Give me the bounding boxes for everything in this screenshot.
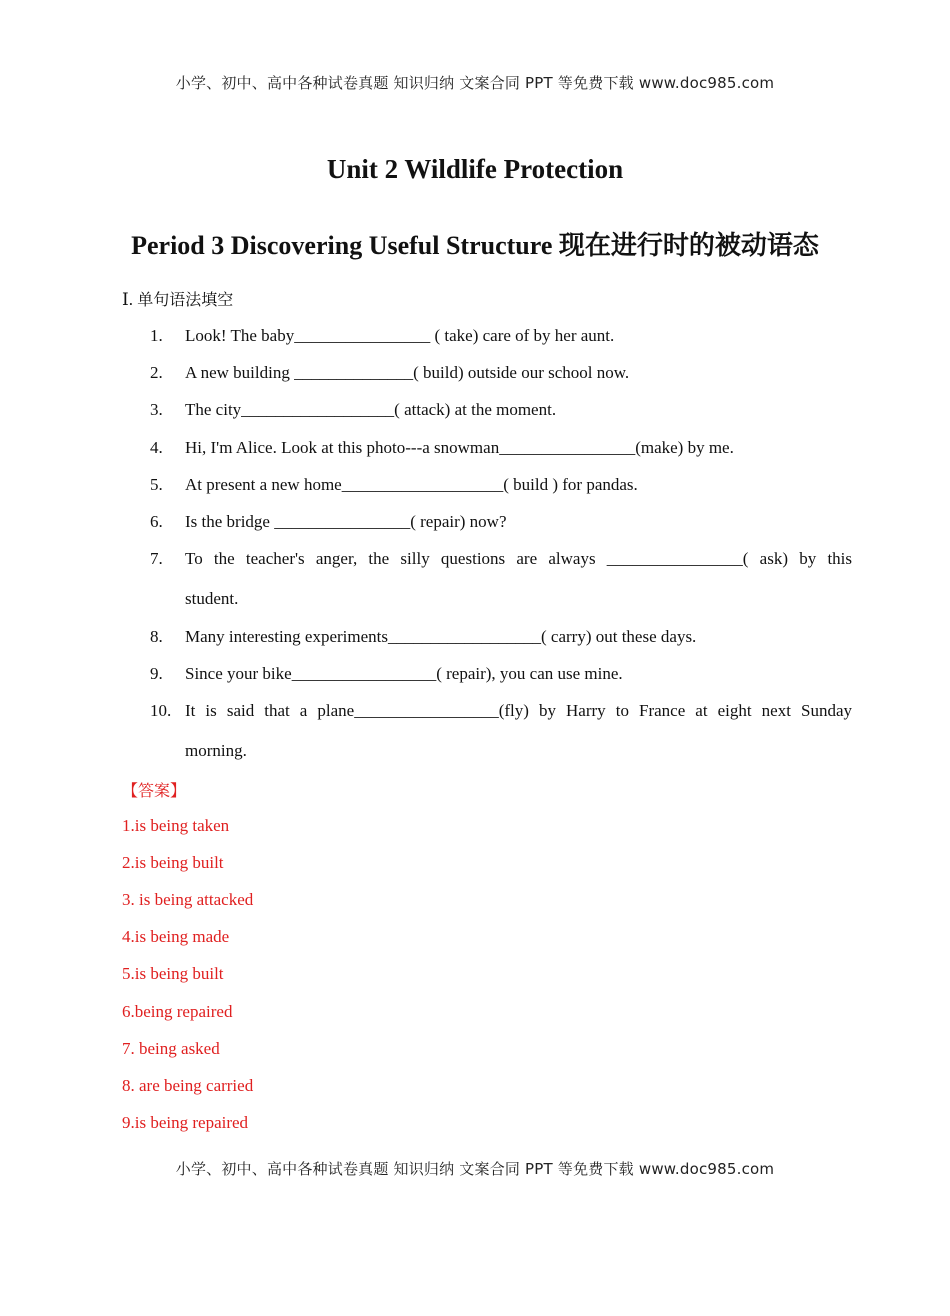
question-item: [150, 390, 852, 430]
question-number: 2.: [150, 363, 163, 382]
question-item: [150, 691, 852, 771]
question-text: Hi, I'm Alice. Look at this photo---a snowman________________(make) by me.: [185, 438, 734, 457]
question-item: [150, 502, 852, 542]
section-heading: [122, 287, 233, 310]
header-banner: 小学、初中、高中各种试卷真题 知识归纳 文案合同 PPT 等免费下载 www.doc985.com: [175, 74, 775, 92]
question-text: It is said that a plane_________________(fly) by Harry to France at eight next Sunday: [185, 701, 852, 720]
question-number: 4.: [150, 438, 163, 457]
question-number: 1.: [150, 326, 163, 345]
question-text: Many interesting experiments__________________( carry) out these days.: [185, 627, 697, 646]
question-number: 5.: [150, 475, 163, 494]
unit-title: Unit 2 Wildlife Protection: [326, 154, 624, 184]
question-text: To the teacher's anger, the silly questions are always ________________( ask) by this: [185, 549, 852, 568]
answer-item: 8. are being carried: [122, 1076, 254, 1095]
question-number: 8.: [150, 627, 163, 646]
answer-item: 2.is being built: [122, 853, 224, 872]
answer-item: 1.is being taken: [122, 816, 230, 835]
answer-item: 7. being asked: [122, 1039, 220, 1058]
answer-item: 6.being repaired: [122, 1002, 233, 1021]
question-text: At present a new home___________________( build ) for pandas.: [185, 475, 638, 494]
question-item: [150, 654, 852, 694]
question-number: 6.: [150, 512, 163, 531]
question-number: 10.: [150, 701, 172, 720]
section-label: 单句语法填空: [137, 290, 234, 309]
section-numeral: Ⅰ.: [122, 290, 138, 309]
question-number: 3.: [150, 400, 163, 419]
question-text: Look! The baby________________ ( take) care of by her aunt.: [185, 326, 615, 345]
answer-item: 4.is being made: [122, 927, 230, 946]
period-title: Period 3 Discovering Useful Structure 现在进行时的被动语态: [131, 231, 819, 260]
question-text-continuation: morning.: [185, 741, 247, 760]
question-item: [150, 316, 852, 356]
question-text-continuation: student.: [185, 589, 239, 608]
question-item: [150, 465, 852, 505]
footer-banner: 小学、初中、高中各种试卷真题 知识归纳 文案合同 PPT 等免费下载 www.doc985.com: [175, 1160, 775, 1178]
question-text: The city__________________( attack) at the moment.: [185, 400, 557, 419]
question-text: Is the bridge ________________( repair) now?: [185, 512, 507, 531]
answer-item: 3. is being attacked: [122, 890, 254, 909]
question-number: 9.: [150, 664, 163, 683]
question-item: [150, 353, 852, 393]
answer-item: 5.is being built: [122, 964, 224, 983]
question-item: [150, 539, 852, 619]
question-number: 7.: [150, 549, 163, 568]
answer-item: 9.is being repaired: [122, 1113, 249, 1132]
question-item: [150, 617, 852, 657]
question-text: A new building ______________( build) outside our school now.: [185, 363, 630, 382]
question-item: [150, 428, 852, 468]
answer-heading: 【答案】: [122, 781, 187, 800]
question-text: Since your bike_________________( repair), you can use mine.: [185, 664, 623, 683]
